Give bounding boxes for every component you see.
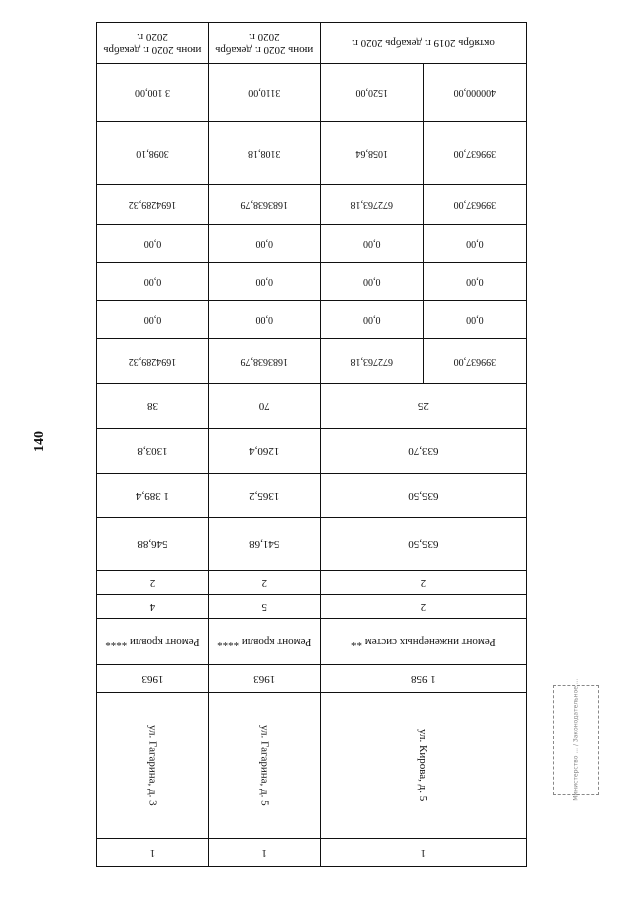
row-c12 (97, 301, 527, 339)
row-c18 (97, 23, 527, 64)
cell-c9-5: 1303,8 (97, 429, 209, 474)
stamp-text: Министерство ... / Законодательное ... (572, 678, 580, 802)
cell-c14-7a: 0,00 (320, 225, 423, 263)
cell-year-5: 1963 (97, 665, 209, 693)
row-c13 (97, 263, 527, 301)
cell-c18-5: июнь 2020 г. декабрь 2020 г. (97, 23, 209, 64)
cell-c15-7a: 672763,18 (320, 185, 423, 225)
cell-c11-7b: 399637,00 (423, 339, 526, 384)
cell-address-6: ул. Гагарина, д. 5 (208, 693, 320, 839)
col-number-1-c: 1 (208, 839, 320, 867)
cell-c14-5: 0,00 (97, 225, 209, 263)
cell-c12-7a: 0,00 (320, 301, 423, 339)
cell-c15-7b: 399637,00 (423, 185, 526, 225)
row-c9 (97, 429, 527, 474)
cell-c13-5: 0,00 (97, 263, 209, 301)
col-number-1-d: 1 (97, 839, 209, 867)
page-number: 140 (32, 431, 47, 452)
cell-c6-5: 2 (97, 571, 209, 595)
row-work-type (97, 619, 527, 665)
cell-c7-5: 546,88 (97, 518, 209, 571)
cell-c10-7: 25 (320, 384, 526, 429)
cell-c17-5: 3 100,00 (97, 64, 209, 122)
cell-c7-7: 635,50 (320, 518, 526, 571)
cell-c8-6: 1365,2 (208, 474, 320, 518)
col-number-1: 1 (320, 839, 526, 867)
cell-c13-7a: 0,00 (320, 263, 423, 301)
cell-c10-5: 38 (97, 384, 209, 429)
row-c14 (97, 225, 527, 263)
cell-c7-6: 541,68 (208, 518, 320, 571)
cell-c11-5: 1694289,32 (97, 339, 209, 384)
cell-c13-7b: 0,00 (423, 263, 526, 301)
cell-c9-7: 633,70 (320, 429, 526, 474)
row-c5 (97, 595, 527, 619)
cell-year-7: 1 958 (320, 665, 526, 693)
row-c7 (97, 518, 527, 571)
cell-c12-6: 0,00 (208, 301, 320, 339)
cell-c6-7: 2 (320, 571, 526, 595)
cell-c12-5: 0,00 (97, 301, 209, 339)
cell-c14-6: 0,00 (208, 225, 320, 263)
cell-c17-6: 3110,00 (208, 64, 320, 122)
cell-c17-7a: 1520,00 (320, 64, 423, 122)
cell-c16-7b: 399637,00 (423, 122, 526, 185)
cell-c9-6: 1260,4 (208, 429, 320, 474)
column-number-row (97, 839, 527, 867)
cell-c14-7b: 0,00 (423, 225, 526, 263)
cell-year-6: 1963 (208, 665, 320, 693)
cell-c12-7b: 0,00 (423, 301, 526, 339)
row-c16 (97, 122, 527, 185)
cell-c5-5: 4 (97, 595, 209, 619)
cell-c11-7a: 672763,18 (320, 339, 423, 384)
cell-c10-6: 70 (208, 384, 320, 429)
row-c8 (97, 474, 527, 518)
cell-c16-5: 3098,10 (97, 122, 209, 185)
cell-c16-7a: 1058,64 (320, 122, 423, 185)
row-c15 (97, 185, 527, 225)
cell-c5-6: 5 (208, 595, 320, 619)
stamp (553, 678, 599, 802)
row-c17 (97, 64, 527, 122)
rotated-table-wrapper (96, 22, 527, 862)
row-c10 (97, 384, 527, 429)
cell-work-6: Ремонт кровли **** (208, 619, 320, 665)
cell-work-5: Ремонт кровли **** (97, 619, 209, 665)
cell-c18-7: октябрь 2019 г. декабрь 2020 г. (320, 23, 526, 64)
cell-c13-6: 0,00 (208, 263, 320, 301)
row-c11 (97, 339, 527, 384)
cell-address-7: ул. Кирова, д. 5 (320, 693, 526, 839)
cell-c8-5: 1 389,4 (97, 474, 209, 518)
cell-c15-6: 1683638,79 (208, 185, 320, 225)
cell-c16-6: 3108,18 (208, 122, 320, 185)
repair-table (96, 22, 527, 867)
row-c6 (97, 571, 527, 595)
cell-c11-6: 1683638,79 (208, 339, 320, 384)
cell-c17-7b: 400000,00 (423, 64, 526, 122)
cell-c6-6: 2 (208, 571, 320, 595)
cell-address-5: ул. Гагарина, д. 3 (97, 693, 209, 839)
cell-c15-5: 1694289,32 (97, 185, 209, 225)
cell-work-7: Ремонт инженерных систем ** (320, 619, 526, 665)
cell-c8-7: 635,50 (320, 474, 526, 518)
row-year (97, 665, 527, 693)
row-address (97, 693, 527, 839)
cell-c5-7: 2 (320, 595, 526, 619)
cell-c18-6: июнь 2020 г. декабрь 2020 г. (208, 23, 320, 64)
